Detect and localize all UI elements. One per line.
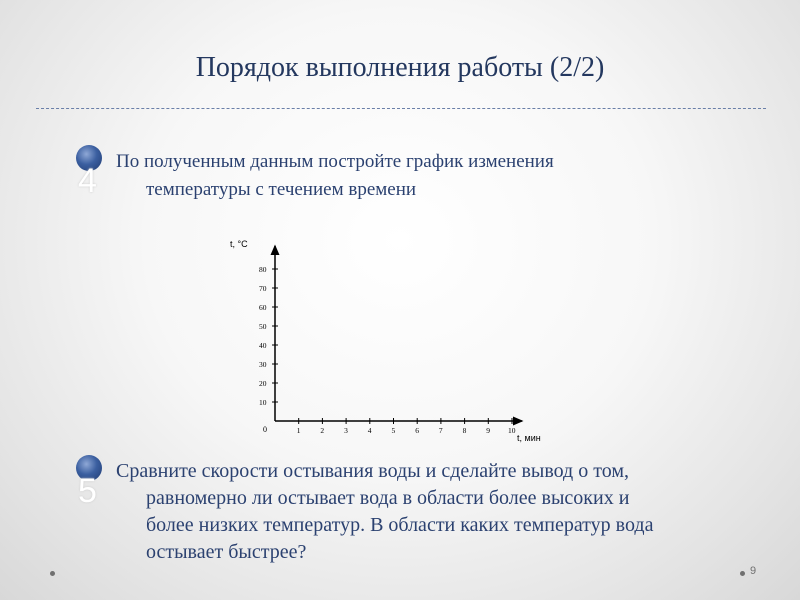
x-tick-label: 2 (320, 426, 325, 435)
y-tick-label: 80 (259, 265, 267, 274)
item-number: 4 (78, 162, 97, 200)
x-tick-label: 4 (367, 426, 372, 435)
origin-label: 0 (263, 425, 267, 434)
y-tick-label: 10 (259, 398, 267, 407)
instruction-item-5 (116, 458, 776, 566)
x-tick-label: 9 (486, 426, 491, 435)
item-4-line-1: По полученным данным постройте график изменения (116, 151, 554, 172)
footer-dot-right (740, 571, 745, 576)
x-tick-label: 10 (508, 426, 516, 435)
item-4-line-2: температуры с течением времени (146, 179, 417, 200)
y-tick-label: 40 (259, 341, 267, 350)
y-tick-label: 70 (259, 284, 267, 293)
y-tick-label: 50 (259, 322, 267, 331)
x-tick-label: 6 (415, 426, 419, 435)
x-tick-label: 7 (438, 426, 443, 435)
page-number: 9 (750, 565, 757, 577)
x-tick-label: 5 (391, 426, 396, 435)
item-5-line-3: более низких температур. В области каких температур вода (146, 514, 654, 536)
item-5-line-2: равномерно ли остывает вода в области более высоких и (146, 487, 630, 509)
x-tick-label: 8 (462, 426, 467, 435)
y-axis-label: t, °C (230, 239, 248, 249)
item-5-line-1: Сравните скорости остывания воды и сделайте вывод о том, (116, 460, 629, 482)
y-tick-label: 60 (259, 303, 267, 312)
footer-dot-left (50, 571, 55, 576)
y-tick-label: 30 (259, 360, 267, 369)
y-tick-label: 20 (259, 379, 267, 388)
x-tick-label: 1 (296, 426, 301, 435)
item-5-line-4: остывает быстрее? (146, 541, 307, 563)
item-number: 5 (78, 472, 97, 510)
x-tick-label: 3 (344, 426, 348, 435)
slide-title: Порядок выполнения работы (2/2) (195, 52, 605, 83)
x-axis-label: t, мин (517, 433, 541, 443)
